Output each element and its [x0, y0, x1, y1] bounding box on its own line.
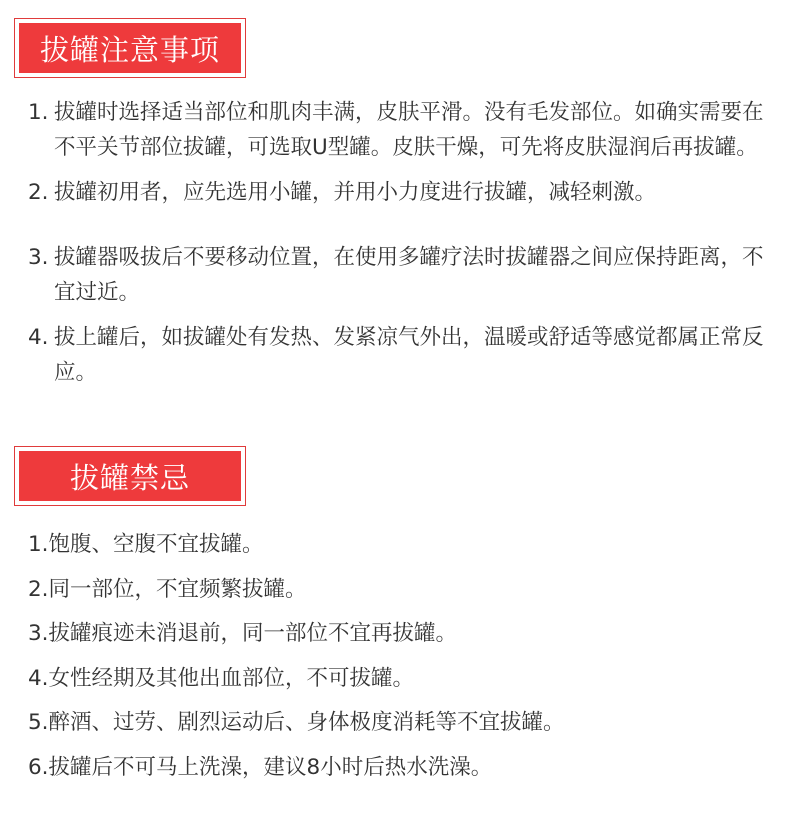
contraindications-header [14, 446, 246, 506]
contraindication-item: 2.同一部位，不宜频繁拔罐。 [28, 576, 307, 602]
precautions-header [14, 18, 246, 78]
precaution-text: 拔罐初用者，应先选用小罐，并用小力度进行拔罐，减轻刺激。 [54, 180, 657, 205]
precaution-text: 拔罐器吸拔后不要移动位置，在使用多罐疗法时拔罐器之间应保持距离，不宜过近。 [54, 245, 764, 305]
precaution-text: 拔上罐后，如拔罐处有发热、发紧凉气外出，温暖或舒适等感觉都属正常反应。 [54, 325, 764, 385]
precautions-title: 拔罐注意事项 [19, 23, 241, 73]
contraindication-item: 5.醉酒、过劳、剧烈运动后、身体极度消耗等不宜拔罐。 [28, 710, 565, 735]
precaution-item [28, 320, 768, 390]
precaution-number: 3. [28, 245, 49, 270]
precaution-number: 1. [28, 100, 49, 125]
precaution-item [28, 95, 768, 165]
precautions-list [28, 95, 768, 390]
contraindications-title: 拔罐禁忌 [19, 451, 241, 501]
precaution-number: 2. [28, 180, 49, 205]
contraindication-item: 6.拔罐后不可马上洗澡，建议8小时后热水洗澡。 [28, 754, 493, 780]
precaution-text: 拔罐时选择适当部位和肌肉丰满，皮肤平滑。没有毛发部位。如确实需要在不平关节部位拔罐，可选取U型罐。皮肤干燥，可先将皮肤湿润后再拔罐。 [54, 100, 764, 160]
contraindication-item: 4.女性经期及其他出血部位，不可拔罐。 [28, 665, 415, 691]
precaution-item [28, 175, 768, 210]
contraindication-item: 1.饱腹、空腹不宜拔罐。 [28, 532, 264, 557]
precaution-number: 4. [28, 325, 49, 350]
contraindication-item: 3.拔罐痕迹未消退前，同一部位不宜再拔罐。 [28, 621, 458, 646]
contraindications-list [28, 527, 768, 794]
precaution-item [28, 240, 768, 310]
